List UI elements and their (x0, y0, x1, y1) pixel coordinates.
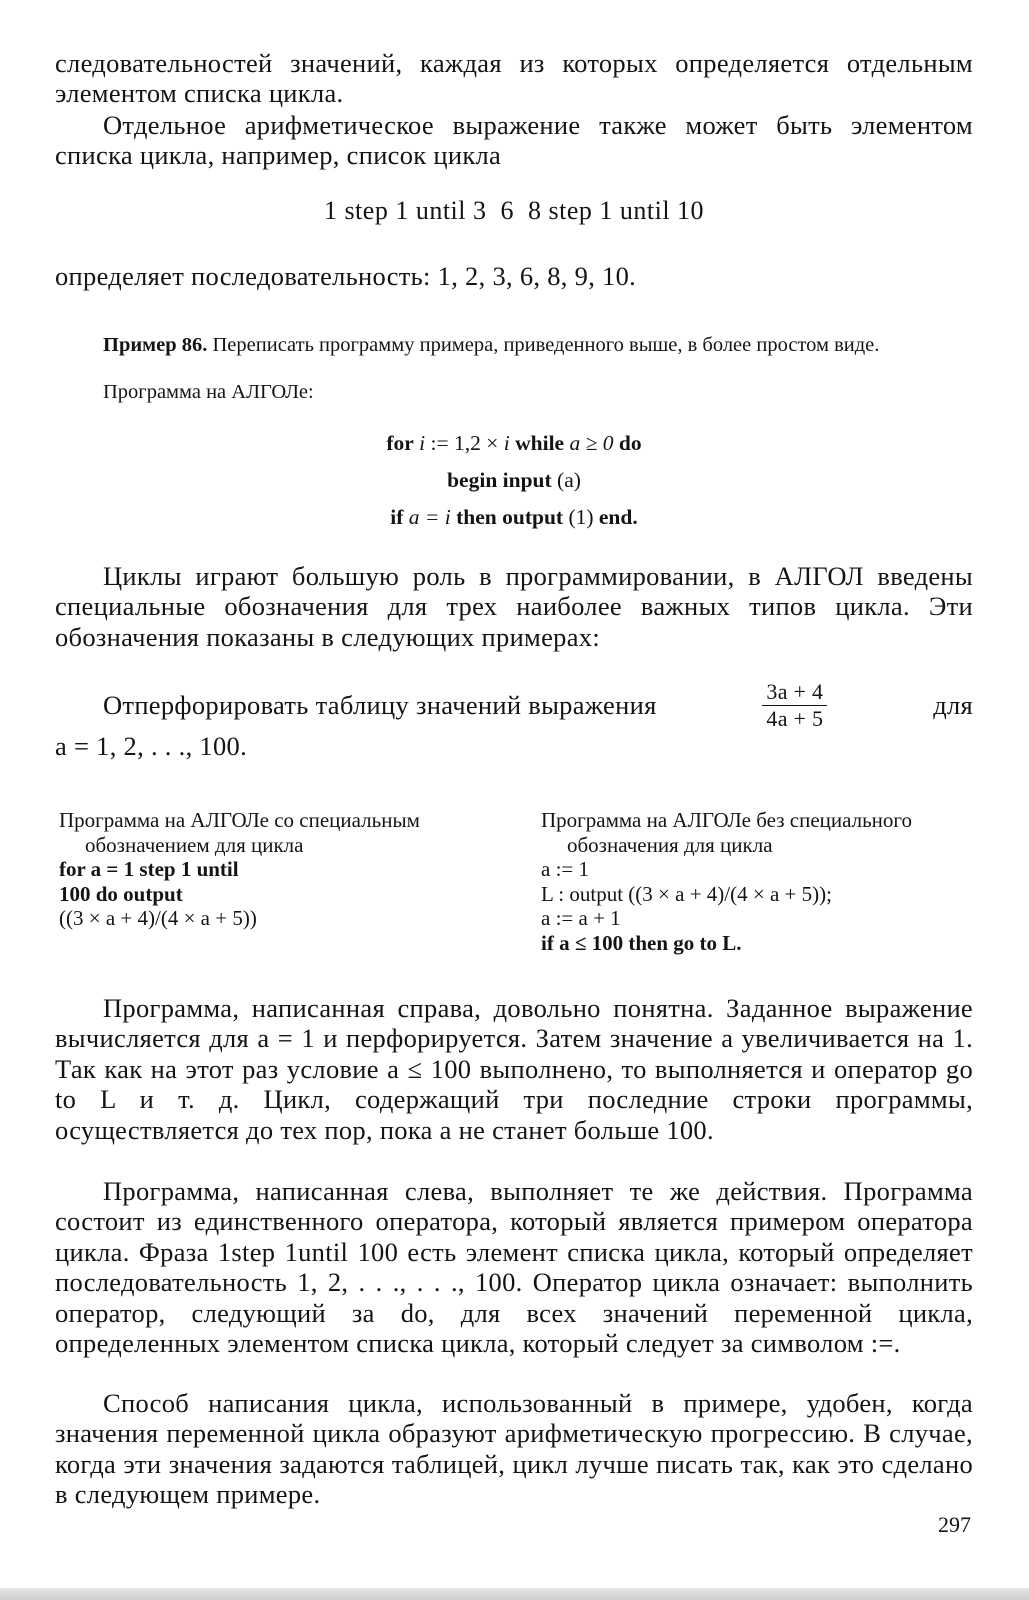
task-statement (55, 680, 973, 761)
scan-edge (0, 1588, 1029, 1600)
example-86-statement (55, 334, 973, 358)
code-line-3: if a = i then output (1) end. (390, 505, 638, 529)
example-86-text: Переписать программу примера, приведенного выше, в более простом виде. (212, 334, 880, 356)
fraction-denominator: 4a + 5 (766, 706, 824, 731)
paragraph-sequence: определяет последовательность: 1, 2, 3, 6, 8, 9, 10. (55, 261, 637, 291)
paragraph-list-element: Отдельное арифметическое выражение также может быть элементом списка цикла, например, список цикла (55, 110, 973, 171)
paragraph-arithmetic-progression: Способ написания цикла, использованный в примере, удобен, когда значения переменной цикла образуют арифметическую прогрессию. В случае, когда эти значения задаются таблицей, цикл лучше писать так, как это сделано в следующем примере. (55, 1388, 973, 1510)
fraction-expression (762, 680, 827, 731)
code-line-1: for i := 1,2 × i while a ≥ 0 do (386, 431, 642, 455)
left-program-line-2: 100 do output (59, 881, 183, 906)
left-program-title: Программа на АЛГОЛе со специальным обозначением для цикла (59, 808, 420, 857)
page-number: 297 (938, 1512, 971, 1537)
list-example-formula: 1 step 1 until 3 6 8 step 1 until 10 (323, 196, 705, 225)
right-program-line-2: L : output ((3 × a + 4)/(4 × a + 5)); (541, 881, 832, 906)
fraction-numerator: 3a + 4 (762, 680, 827, 706)
example-86-label: Пример 86. (103, 334, 208, 356)
paragraph-continuation: следовательностей значений, каждая из которых определяется отдельным элементом списка цикла. (55, 48, 973, 109)
right-program (541, 808, 981, 955)
code-line-2: begin input (a) (447, 468, 581, 492)
paragraph-left-program: Программа, написанная слева, выполняет те же действия. Программа состоит из единственного оператора, который является примером оператора цикла. Фраза 1step 1until 100 есть элемент списка цикла, который определяет последовательность 1, 2, . . ., . . ., 100. Оператор цикла означает: выполнить оператор, следующий за do, для всех значений переменной цикла, определенных элементом списка цикла, который следует за символом :=. (55, 1176, 973, 1359)
right-program-line-3: a := a + 1 (541, 906, 621, 930)
right-program-line-1: a := 1 (541, 857, 589, 881)
task-range: a = 1, 2, . . ., 100. (55, 731, 248, 761)
right-program-line-4: if a ≤ 100 then go to L. (541, 930, 742, 955)
example-86-code (55, 425, 973, 536)
task-text-before: Отперфорировать таблицу значений выражения (103, 690, 657, 721)
paragraph-cycle-notation: Циклы играют большую роль в программировании, в АЛГОЛ введены специальные обозначения для трех наиболее важных типов цикла. Эти обозначения показаны в следующих примерах: (55, 561, 973, 652)
example-86-program-label: Программа на АЛГОЛе: (103, 381, 314, 403)
left-program (59, 808, 499, 931)
left-program-line-3: ((3 × a + 4)/(4 × a + 5)) (59, 906, 257, 930)
paragraph-right-program: Программа, написанная справа, довольно понятна. Заданное выражение вычисляется для a = 1 и перфорируется. Затем значение a увеличивается на 1. Так как на этот раз условие a ≤ 100 выполнено, то выполняется и оператор go to L и т. д. Цикл, содержащий три последние строки программы, осуществляется до тех пор, пока a не станет больше 100. (55, 993, 973, 1145)
left-program-line-1: for a = 1 step 1 until (59, 857, 239, 881)
right-program-title: Программа на АЛГОЛе без специального обозначения для цикла (541, 808, 913, 857)
task-text-after: для (933, 690, 973, 721)
